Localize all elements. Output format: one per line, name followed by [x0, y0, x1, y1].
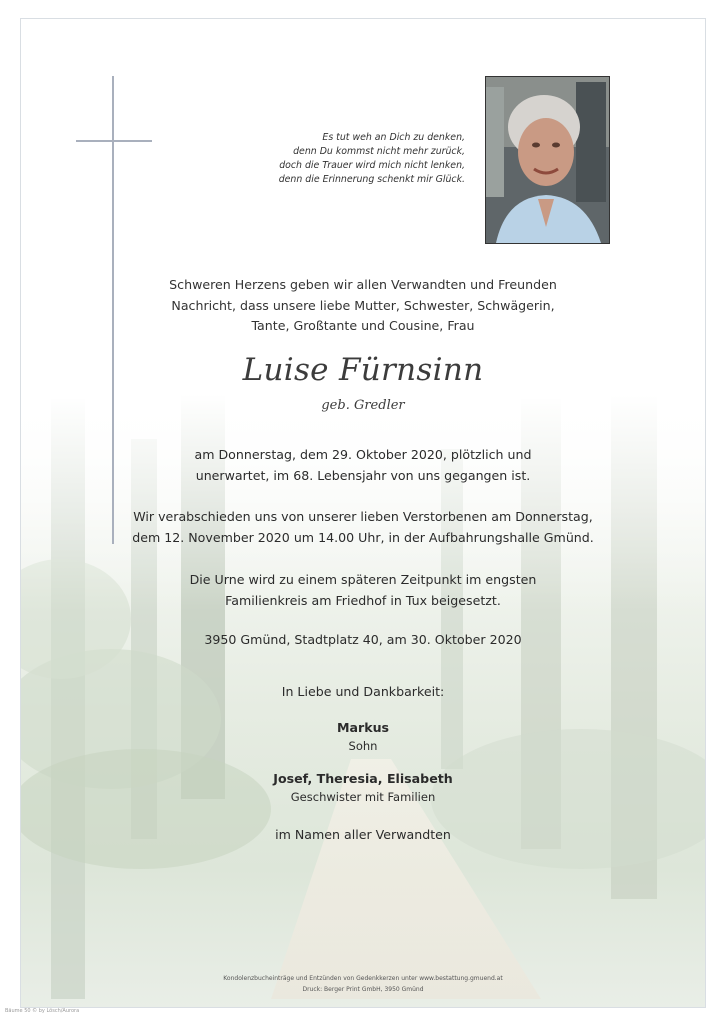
footer-line: Kondolenzbucheinträge und Entzünden von Gedenkkerzen unter www.bestattung.gmuend.at — [223, 975, 503, 982]
mourner-name: Markus — [336, 720, 390, 735]
burial-notice — [21, 570, 705, 611]
farewell-line: dem 12. November 2020 um 14.00 Uhr, in der Aufbahrungshalle Gmünd. — [132, 529, 594, 545]
obituary-sheet — [20, 18, 706, 1008]
footer-line: Druck: Berger Print GmbH, 3950 Gmünd — [302, 986, 424, 993]
poem-line: doch die Trauer wird mich nicht lenken, — [279, 160, 465, 171]
death-notice-line: unerwartet, im 68. Lebensjahr von uns gegangen ist. — [195, 467, 531, 483]
poem — [221, 131, 465, 187]
footer — [21, 973, 705, 995]
intro-line: Nachricht, dass unsere liebe Mutter, Schwester, Schwägerin, — [171, 297, 555, 313]
poem-line: denn Du kommst nicht mehr zurück, — [293, 146, 465, 157]
intro-line: Schweren Herzens geben wir allen Verwandten und Freunden — [169, 277, 557, 292]
image-credit: Bäume 50 © by Lösch/Aurora — [5, 1008, 80, 1014]
farewell-notice — [21, 507, 705, 548]
death-notice — [21, 445, 705, 486]
mourner-relation: Sohn — [348, 739, 378, 753]
death-notice-line: am Donnerstag, dem 29. Oktober 2020, plötzlich und — [194, 447, 532, 462]
deceased-name: Luise Fürnsinn — [242, 352, 484, 388]
farewell-line: Wir verabschieden uns von unserer lieben Verstorbenen am Donnerstag, — [133, 509, 593, 524]
family-line: im Namen aller Verwandten — [275, 827, 451, 842]
mourner-name: Josef, Theresia, Elisabeth — [273, 771, 453, 786]
intro-line: Tante, Großtante und Cousine, Frau — [251, 318, 475, 333]
burial-line: Die Urne wird zu einem späteren Zeitpunkt im engsten — [189, 572, 537, 587]
mourner-relation: Geschwister mit Familien — [290, 790, 436, 804]
portrait-photo — [485, 76, 610, 244]
cross-horizontal-beam — [76, 140, 152, 142]
burial-line: Familienkreis am Friedhof in Tux beigesetzt. — [225, 592, 501, 608]
closing-line: In Liebe und Dankbarkeit: — [281, 684, 445, 699]
place-date: 3950 Gmünd, Stadtplatz 40, am 30. Oktober 2020 — [204, 632, 522, 647]
poem-line: denn die Erinnerung schenkt mir Glück. — [278, 174, 465, 185]
poem-line: Es tut weh an Dich zu denken, — [322, 132, 465, 143]
maiden-name: geb. Gredler — [321, 398, 405, 413]
announcement-intro — [21, 275, 705, 337]
